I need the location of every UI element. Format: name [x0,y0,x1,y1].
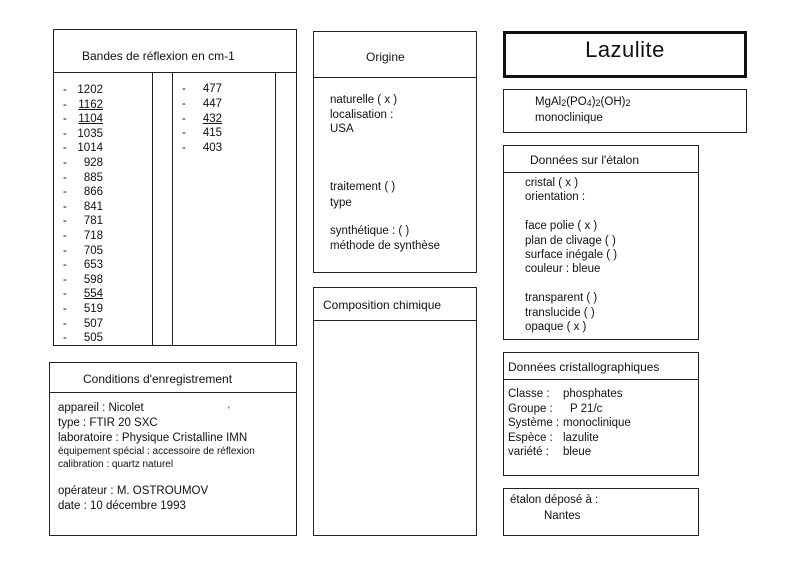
cristallo-label: Groupe : [508,402,553,415]
cristallo-value: P 21/c [570,402,603,415]
etalon-line: orientation : [525,191,586,204]
band-dash: - [182,142,186,155]
band-dash: - [63,142,67,155]
naturelle-field: naturelle ( x ) [330,94,398,106]
band-value: 447 [202,97,222,110]
etalon-lines [525,176,695,341]
bands-divider-2 [172,73,173,345]
bands-column-1 [63,83,143,347]
band-dash: - [63,259,67,272]
band-dash: - [63,98,67,111]
etalon-line: surface inégale ( ) [525,249,618,261]
band-dash: - [63,186,67,199]
mineral-system: monoclinique [535,112,603,124]
band-value: 885 [83,171,103,184]
etalon-line: opaque ( x ) [525,321,587,333]
cristallo-value: bleue [563,446,592,459]
composition-header [314,288,476,321]
composition-title: Composition chimique [323,298,442,312]
cristallo-title: Données cristallographiques [508,360,660,374]
cristallo-value: monoclinique [563,417,631,430]
band-dash: - [63,215,67,228]
etalon-line: face polie ( x ) [525,220,598,233]
band-dash: - [63,244,67,257]
band-value: 1202 [77,84,103,96]
band-value: 705 [83,244,103,257]
depot-place: Nantes [544,510,581,522]
localisation-field: localisation : [330,109,394,121]
band-dash: - [63,157,67,169]
localisation-value: USA [330,123,354,135]
band-value: 866 [83,186,103,199]
band-dash: - [63,332,67,345]
band-dash: - [63,113,67,126]
band-value: 841 [83,200,103,213]
band-value: 1104 [78,113,103,126]
depot-panel [503,488,699,536]
etalon-line: translucide ( ) [525,306,595,319]
etalon-line: transparent ( ) [525,292,598,305]
mineral-title-box [503,31,747,78]
band-dash: - [63,273,67,286]
band-value: 598 [83,273,103,286]
bands-title: Bandes de réflexion en cm-1 [82,49,235,63]
calibration-field: calibration : quartz naturel [58,459,174,470]
origine-title: Origine [366,50,405,64]
type-field: type [330,197,352,209]
band-dash: - [63,230,67,242]
bands-column-2 [182,82,262,162]
band-dash: - [63,171,67,184]
equipement-field: équipement spécial : accessoire de réflexion [58,446,255,457]
band-value: 554 [83,288,103,301]
mineral-formula: MgAl2(PO4)2(OH)2 [535,96,631,108]
cristallo-value: phosphates [563,388,623,400]
mineral-name: Lazulite [585,37,665,62]
cristallo-label: Classe : [508,388,550,400]
band-value: 1035 [77,127,103,140]
operateur-field: opérateur : M. OSTROUMOV [58,485,209,497]
conditions-header [50,363,296,393]
band-dash: - [63,288,67,301]
band-value: 781 [83,215,103,228]
tick-mark: ' [228,405,230,415]
band-value: 505 [83,332,103,345]
band-dash: - [63,303,67,315]
band-value: 1162 [78,98,103,111]
cristallo-value: lazulite [563,431,599,444]
appareil-field: appareil : Nicolet [58,402,144,414]
band-value: 403 [202,142,222,155]
formula-box [503,89,747,133]
band-dash: - [63,127,67,140]
traitement-field: traitement ( ) [330,181,396,193]
band-value: 718 [83,230,103,242]
type-instrument-field: type : FTIR 20 SXC [58,417,158,429]
cristallo-label: variété : [508,446,549,459]
cristallo-header [504,353,698,380]
etalon-panel [503,145,699,340]
synthetique-field: synthétique : ( ) [330,225,410,237]
cristallo-label: Système : [508,417,560,430]
band-value: 1014 [77,142,103,155]
etalon-header [504,146,698,173]
conditions-panel [49,362,297,536]
origine-panel [313,31,477,273]
band-value: 477 [202,83,222,95]
cristallo-label: Espèce : [508,431,553,444]
bands-divider-1 [152,73,153,345]
conditions-title: Conditions d'enregistrement [83,372,233,386]
composition-panel [313,287,477,536]
band-dash: - [63,84,67,96]
band-dash: - [63,200,67,213]
cristallo-panel [503,352,699,476]
band-dash: - [182,112,186,125]
date-field: date : 10 décembre 1993 [58,500,186,512]
etalon-line: plan de clivage ( ) [525,234,616,247]
etalon-line: couleur : bleue [525,263,601,276]
band-value: 507 [83,317,103,330]
etalon-line: cristal ( x ) [525,177,579,189]
band-dash: - [63,317,67,330]
band-value: 519 [83,303,103,315]
bands-panel [53,29,297,346]
methode-field: méthode de synthèse [330,240,440,252]
band-value: 928 [83,157,103,169]
cristallo-rows [508,388,698,473]
bands-header [54,30,296,73]
origine-header [314,32,476,78]
etalon-title: Données sur l'étalon [530,153,640,167]
depot-label: étalon déposé à : [510,494,599,506]
band-dash: - [182,127,186,140]
band-value: 415 [202,127,222,140]
bands-divider-3 [275,73,276,345]
band-dash: - [182,83,186,95]
band-dash: - [182,97,186,110]
band-value: 432 [202,112,222,125]
band-value: 653 [83,259,103,272]
laboratoire-field: laboratoire : Physique Cristalline IMN [58,432,248,444]
